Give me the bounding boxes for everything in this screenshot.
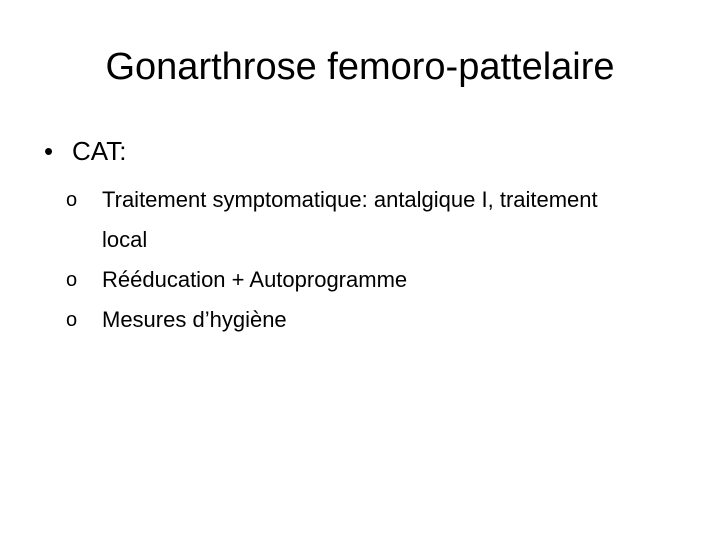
circle-bullet-icon: o (66, 269, 78, 291)
sub-bullet-item (66, 180, 646, 260)
bullet-cat-text: CAT: (72, 136, 127, 166)
sub-bullet-item (66, 260, 646, 300)
bullet-dot-icon: • (44, 136, 54, 166)
sub-bullet-list (66, 180, 646, 340)
circle-bullet-icon: o (66, 189, 78, 211)
sub-bullet-text: Rééducation + Autoprogramme (102, 267, 408, 292)
slide-title: Gonarthrose femoro-pattelaire (105, 46, 615, 88)
sub-bullet-text: Traitement symptomatique: antalgique I, traitement local (102, 187, 598, 252)
circle-bullet-icon: o (66, 309, 78, 331)
sub-bullet-item (66, 300, 646, 340)
slide-content (36, 134, 676, 340)
bullet-cat (36, 134, 676, 168)
sub-bullet-text: Mesures d’hygiène (102, 307, 287, 332)
